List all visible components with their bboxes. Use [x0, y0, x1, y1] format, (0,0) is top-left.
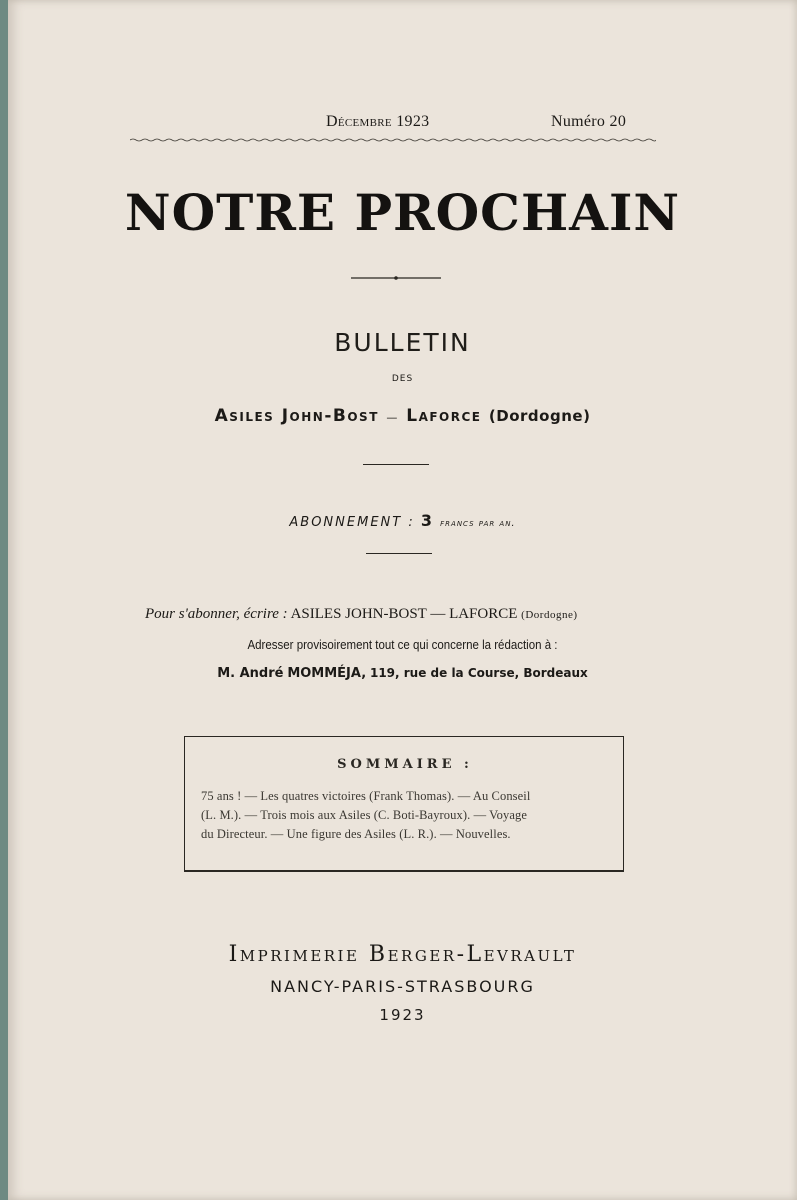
printer-year: 1923: [379, 1006, 426, 1024]
divider-rule-2: [366, 553, 432, 554]
region-name: (Dordogne): [488, 407, 591, 425]
printer-name: [8, 942, 797, 967]
subscription-line: [8, 511, 797, 530]
divider-rule-1: [363, 464, 429, 465]
bulletin-label: BULLETIN: [334, 328, 471, 357]
contents-box: [184, 736, 624, 872]
subscribe-label: Pour s'abonner, écrire :: [145, 606, 288, 622]
issue-date: [326, 113, 429, 131]
editor-prefix: M. André: [217, 666, 284, 681]
editor-name: MOMMÉJA,: [287, 666, 367, 681]
subscribe-instructions: [145, 606, 578, 623]
subscription-label: ABONNEMENT :: [289, 515, 415, 530]
bulletin-title: NOTRE PROCHAIN: [124, 183, 681, 242]
bulletin-asiles-line: [8, 406, 797, 426]
issue-date-year: 1923: [396, 113, 430, 130]
contents-line: 75 ans ! — Les quatres victoires (Frank Thomas). — Au Conseil: [201, 789, 531, 803]
bulletin-des: DES: [391, 374, 414, 384]
contents-line: (L. M.). — Trois mois aux Asiles (C. Boti-Bayroux). — Voyage: [201, 808, 528, 822]
subscribe-address: ASILES JOHN-BOST — LAFORCE: [290, 606, 518, 622]
editor-address: [8, 666, 797, 681]
bulletin-cover-page: [8, 0, 797, 1200]
asiles-dash: —: [386, 411, 399, 424]
subscription-unit: francs par an.: [440, 518, 516, 529]
issue-number: Numéro 20: [551, 113, 627, 130]
subscribe-region: (Dordogne): [521, 609, 578, 621]
editorial-contact-note: Adresser provisoirement tout ce qui concerne la rédaction à :: [247, 638, 558, 652]
printer-name-text: Imprimerie Berger-Levrault: [228, 942, 577, 967]
subscription-amount: 3: [420, 511, 434, 530]
contents-line: du Directeur. — Une figure des Asiles (L. R.). — Nouvelles.: [201, 827, 511, 841]
header-wavy-rule: [130, 138, 656, 142]
editor-street: 119, rue de la Course, Bordeaux: [369, 666, 588, 680]
laforce-name: Laforce: [406, 406, 482, 426]
issue-date-month: Décembre: [326, 113, 392, 130]
contents-heading: SOMMAIRE :: [337, 757, 473, 772]
asiles-name: Asiles John-Bost: [214, 406, 379, 426]
title-ornament-rule: [351, 275, 441, 281]
printer-cities: NANCY-PARIS-STRASBOURG: [270, 977, 535, 996]
